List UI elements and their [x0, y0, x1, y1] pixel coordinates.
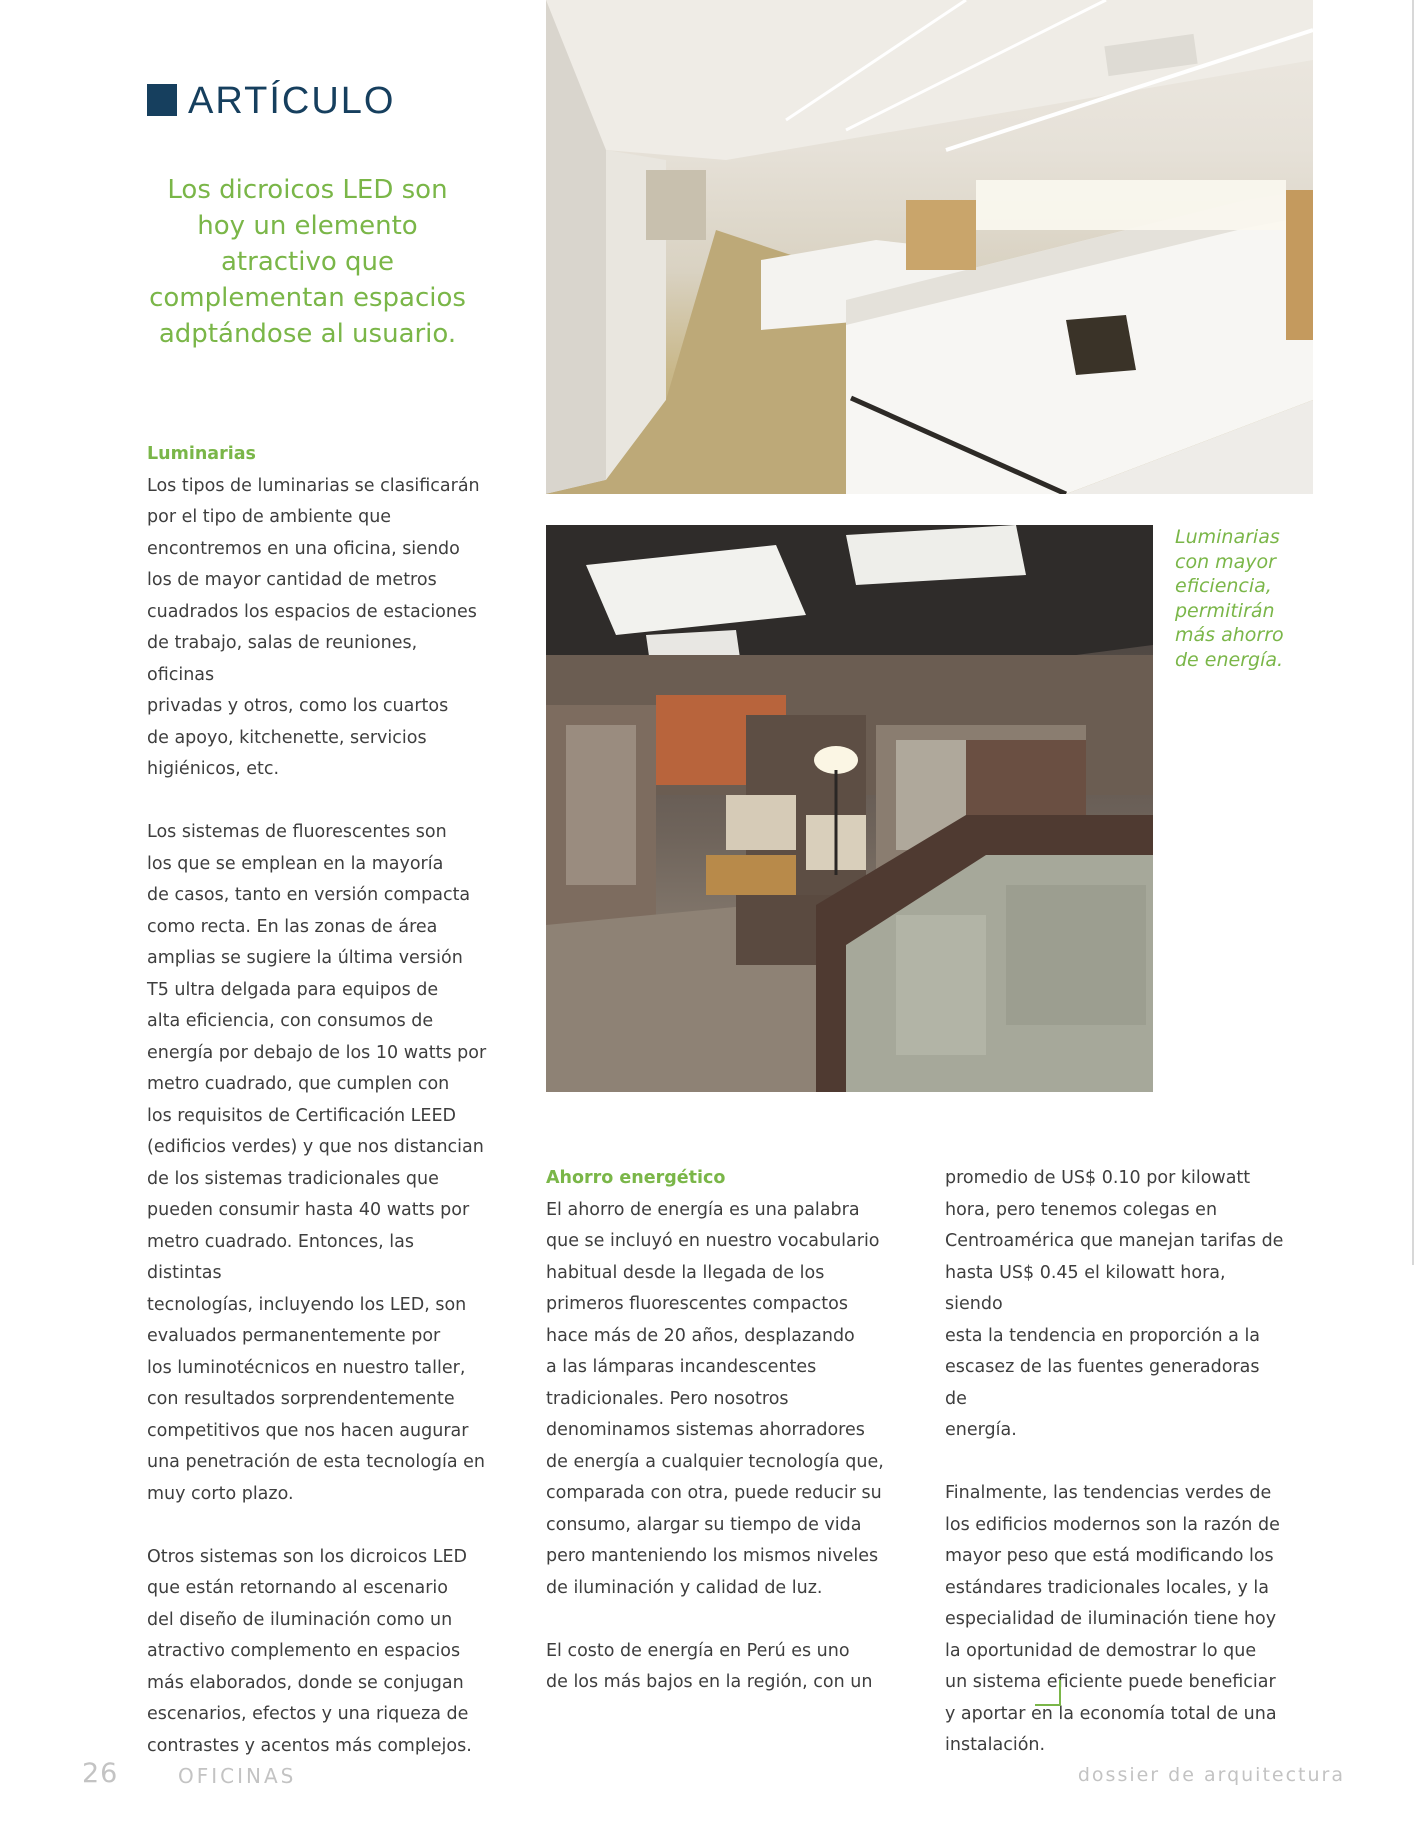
section-title: ARTÍCULO — [188, 80, 396, 122]
office-corridor-photo — [546, 0, 1313, 494]
section-marker-square — [147, 84, 177, 116]
article-column-right — [945, 1163, 1285, 1762]
paragraph: Otros sistemas son los dicroicos LED que están retornando al escenario del diseño de iluminación como un atractivo complemento en espacios más elaborados, donde se conjugan escenarios, efectos y una riqueza de contrastes y acentos más complejos. — [147, 1546, 472, 1756]
article-column-left — [147, 439, 487, 1762]
paragraph: Los sistemas de fluorescentes son los que se emplean en la mayoría de casos, tanto en versión compacta como recta. En las zonas de área amplias se sugiere la última versión T5 ultra delgada para equipos de alta eficiencia, con consumos de energía por debajo de los 10 watts por metro cuadrado, que cumplen con los requisitos de Certificación LEED (edificios verdes) y que nos distancian de los sistemas tradicionales que pueden consumir hasta 40 watts por metro cuadrado. Entonces, las distintas tecnologías, incluyendo los LED, son evaluados permanentemente por los luminotécnicos en nuestro taller, con resultados sorprendentemente competitivos que nos hacen augurar una penetración de esta tecnología en muy corto plazo. — [147, 822, 487, 1504]
footer-magazine-name: dossier de arquitectura — [1077, 1764, 1345, 1786]
paragraph: El costo de energía en Perú es uno de los más bajos en la región, con un — [546, 1640, 873, 1692]
office-corridor-illustration — [546, 0, 1313, 494]
photo-caption: Luminarias con mayor eficiencia, permitirán más ahorro de energía. — [1175, 526, 1284, 671]
article-end-mark — [1035, 1680, 1061, 1706]
office-lounge-illustration — [546, 525, 1153, 1092]
heading-ahorro-energetico: Ahorro energético — [546, 1168, 726, 1188]
heading-luminarias: Luminarias — [147, 444, 256, 464]
paragraph: Finalmente, las tendencias verdes de los edificios modernos son la razón de mayor peso que está modificando los estándares tradicionales locales, y la especialidad de iluminación tiene hoy la oportunidad de demostrar lo que un sistema eficiente puede beneficiar y aportar en la economía total de una instalación. — [945, 1483, 1280, 1755]
footer-section-name: OFICINAS — [178, 1764, 297, 1788]
paragraph: promedio de US$ 0.10 por kilowatt hora, pero tenemos colegas en Centroamérica que manejan tarifas de hasta US$ 0.45 el kilowatt hora, siendo esta la tendencia en proporción a la escasez de las fuentes generadoras de energía. — [945, 1168, 1284, 1440]
office-lounge-photo — [546, 525, 1153, 1092]
paragraph: El ahorro de energía es una palabra que se incluyó en nuestro vocabulario habitual desde la llegada de los primeros fluorescentes compactos hace más de 20 años, desplazando a las lámparas incandescentes tradicionales. Pero nosotros denominamos sistemas ahorradores de energía a cualquier tecnología que, comparada con otra, puede reducir su consumo, alargar su tiempo de vida pero manteniendo los mismos niveles de iluminación y calidad de luz. — [546, 1199, 884, 1598]
pull-quote: Los dicroicos LED son hoy un elemento atractivo que complementan espacios adptándose al usuario. — [149, 175, 466, 349]
article-column-middle — [546, 1163, 896, 1699]
paragraph: Los tipos de luminarias se clasificarán por el tipo de ambiente que encontremos en una oficina, siendo los de mayor cantidad de metros cuadrados los espacios de estaciones de trabajo, salas de reuniones, oficinas privadas y otros, como los cuartos de apoyo, kitchenette, servicios higiénicos, etc. — [147, 475, 480, 779]
page-edge-line — [1412, 0, 1414, 1265]
page-number: 26 — [82, 1758, 119, 1789]
